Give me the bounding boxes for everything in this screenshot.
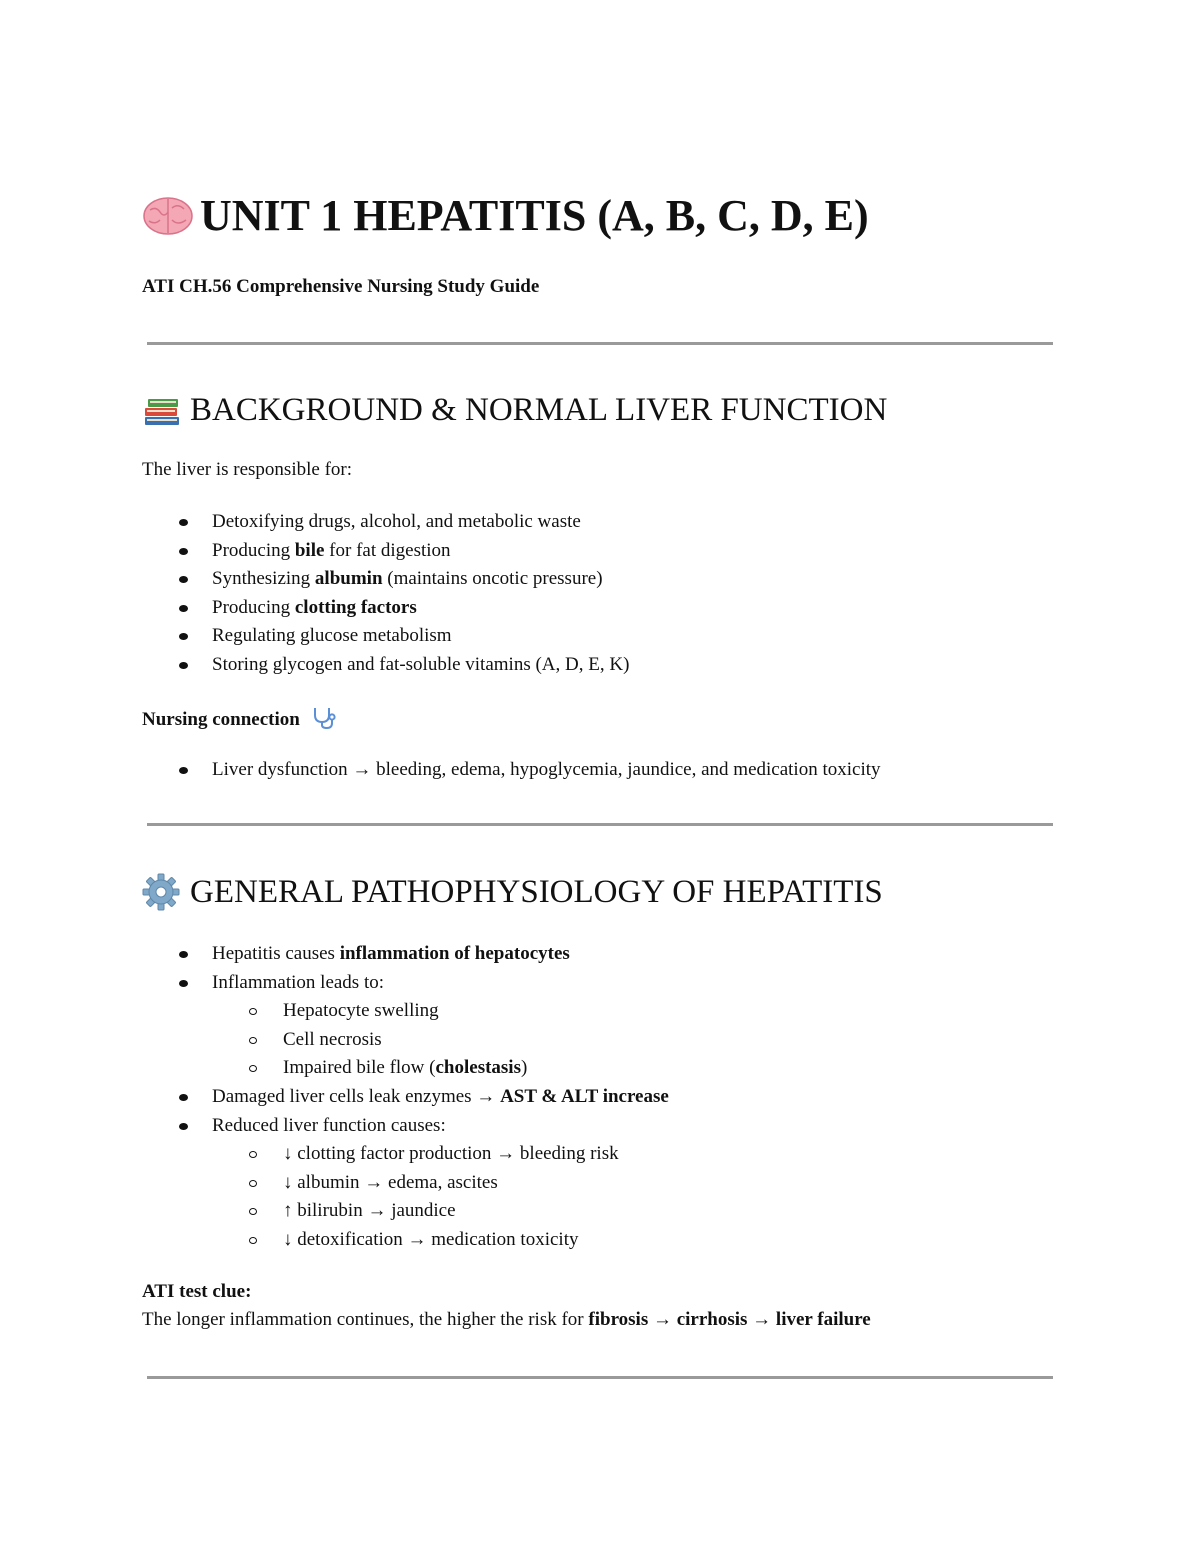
bullet-icon (179, 767, 188, 774)
horizontal-divider (147, 1376, 1053, 1379)
horizontal-divider (147, 342, 1053, 345)
list-item-text: Regulating glucose metabolism (212, 625, 452, 647)
list-item-text: Impaired bile flow ( (283, 1057, 436, 1079)
bullet-icon (179, 951, 188, 958)
hollow-bullet-icon (249, 1180, 257, 1187)
bullet-icon (179, 519, 188, 526)
nursing-connection-text: Nursing connection (142, 709, 300, 730)
list-item-text: ↓ albumin → edema, ascites (283, 1171, 498, 1193)
section-heading-text: BACKGROUND & NORMAL LIVER FUNCTION (190, 392, 888, 428)
list-item-text: Hepatocyte swelling (283, 1000, 439, 1022)
list-item (142, 1140, 669, 1169)
list-item (142, 651, 629, 680)
list-item-text: Producing (212, 596, 295, 618)
hollow-bullet-icon (249, 1037, 257, 1044)
hollow-bullet-icon (249, 1208, 257, 1215)
list-item (142, 565, 629, 594)
list-item-text: Hepatitis causes (212, 943, 340, 964)
list-item (142, 1026, 669, 1055)
hollow-bullet-icon (249, 1008, 257, 1015)
section-heading-text: GENERAL PATHOPHYSIOLOGY OF HEPATITIS (190, 874, 883, 910)
ati-test-clue-label: ATI test clue: (142, 1281, 252, 1302)
list-item (142, 622, 629, 651)
list-item (142, 940, 669, 969)
hollow-bullet-icon (249, 1237, 257, 1244)
section-heading-pathophysiology (142, 872, 883, 912)
liver-function-list (142, 508, 629, 680)
list-item (142, 594, 629, 623)
list-item-text: Reduced liver function causes: (212, 1114, 446, 1136)
list-item-text: Damaged liver cells leak enzymes → (212, 1085, 501, 1107)
section-intro: The liver is responsible for: (142, 459, 353, 480)
list-item-text: ↑ bilirubin → jaundice (283, 1200, 456, 1222)
clue-text: The longer inflammation continues, the higher the risk for (142, 1309, 589, 1330)
nursing-connection-list (142, 756, 881, 785)
bullet-icon (179, 1123, 188, 1130)
bullet-icon (179, 548, 188, 555)
hollow-bullet-icon (249, 1065, 257, 1072)
list-item (142, 1083, 669, 1112)
list-item (142, 1226, 669, 1255)
list-item-text: Detoxifying drugs, alcohol, and metabolic waste (212, 511, 581, 532)
stethoscope-icon (311, 706, 337, 730)
bullet-icon (179, 662, 188, 669)
nursing-connection-label (142, 706, 337, 733)
list-item-text: Producing (212, 539, 295, 561)
list-item-emphasis: albumin (314, 568, 383, 590)
section-heading-background (142, 390, 887, 430)
list-item-text: for fat digestion (324, 539, 451, 561)
document-title (142, 190, 869, 242)
clue-emphasis: fibrosis → cirrhosis → liver failure (588, 1309, 871, 1330)
bullet-icon (179, 980, 188, 987)
list-item-text: Synthesizing (212, 568, 315, 590)
list-item (142, 997, 669, 1026)
bullet-icon (179, 605, 188, 612)
list-item (142, 1112, 669, 1141)
ati-test-clue-text (142, 1307, 871, 1333)
bullet-icon (179, 1094, 188, 1101)
list-item-emphasis: AST & ALT increase (500, 1085, 669, 1107)
list-item-emphasis: cholestasis (435, 1057, 521, 1079)
list-item-text: ) (520, 1057, 528, 1079)
list-item-emphasis: bile (294, 539, 325, 561)
list-item (142, 1197, 669, 1226)
list-item (142, 1054, 669, 1083)
horizontal-divider (147, 823, 1053, 826)
list-item-text: Liver dysfunction → bleeding, edema, hypoglycemia, jaundice, and medication toxicity (212, 759, 881, 780)
list-item-text: Cell necrosis (283, 1028, 382, 1050)
list-item (142, 969, 669, 998)
list-item-text: (maintains oncotic pressure) (382, 568, 603, 590)
list-item (142, 508, 629, 537)
list-item-text: ↓ clotting factor production → bleeding risk (283, 1143, 619, 1165)
hollow-bullet-icon (249, 1151, 257, 1158)
list-item (142, 1169, 669, 1198)
brain-icon (142, 196, 194, 236)
list-item-text: ↓ detoxification → medication toxicity (283, 1228, 579, 1250)
list-item-text: Inflammation leads to: (212, 971, 385, 993)
title-text: UNIT 1 HEPATITIS (A, B, C, D, E) (200, 191, 869, 240)
gear-icon (142, 873, 180, 911)
list-item-text: Storing glycogen and fat-soluble vitamins (A, D, E, K) (212, 653, 630, 675)
list-item (142, 537, 629, 566)
list-item-emphasis: inflammation of hepatocytes (339, 943, 570, 964)
pathophysiology-list (142, 940, 669, 1255)
bullet-icon (179, 633, 188, 640)
list-item-emphasis: clotting factors (294, 596, 417, 618)
bullet-icon (179, 576, 188, 583)
document-subtitle: ATI CH.56 Comprehensive Nursing Study Guide (142, 276, 540, 297)
list-item (142, 756, 881, 785)
books-icon (142, 392, 182, 428)
